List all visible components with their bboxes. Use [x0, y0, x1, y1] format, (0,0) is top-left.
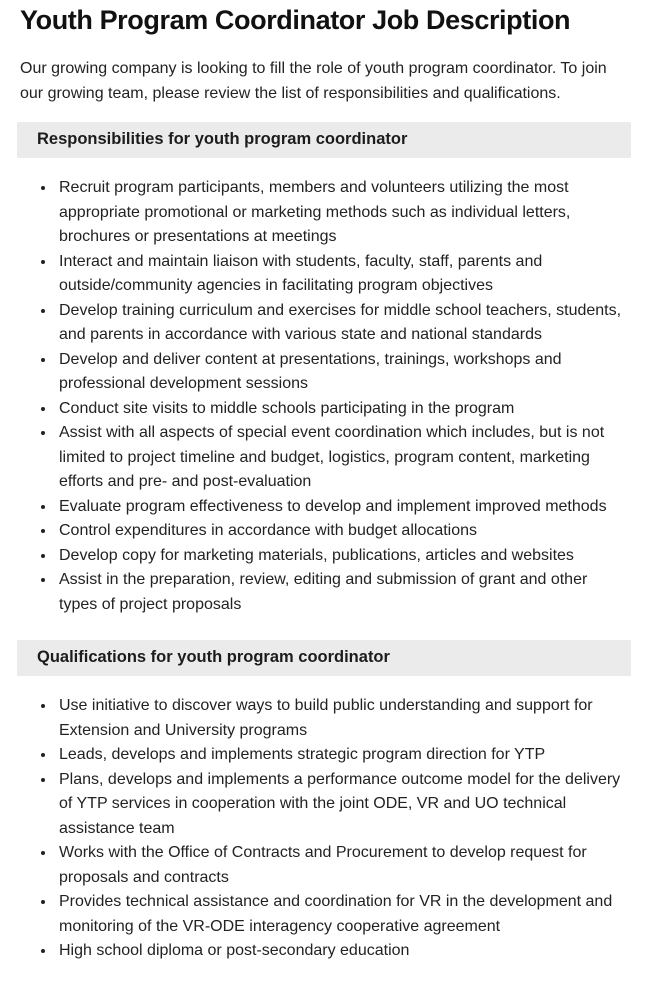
list-item: • Control expenditures in accordance with budget allocations — [56, 519, 628, 544]
page-title: Youth Program Coordinator Job Description — [20, 5, 571, 35]
list-item: • Provides technical assistance and coordination for VR in the development and monitoring of the VR-ODE interagency cooperative agreement — [56, 890, 628, 939]
list-item: • Develop copy for marketing materials, publications, articles and websites — [56, 544, 628, 569]
list-item: • Develop training curriculum and exercises for middle school teachers, students, and parents in accordance with various state and national standards — [56, 299, 628, 348]
list-item: • Leads, develops and implements strategic program direction for YTP — [56, 743, 628, 768]
list-item: • Evaluate program effectiveness to develop and implement improved methods — [56, 495, 628, 520]
list-item: • Interact and maintain liaison with students, faculty, staff, parents and outside/community agencies in facilitating program objectives — [56, 250, 628, 299]
list-item: • Conduct site visits to middle schools participating in the program — [56, 397, 628, 422]
qualifications-heading: Qualifications for youth program coordinator — [37, 648, 390, 667]
list-item: • High school diploma or post-secondary education — [56, 939, 628, 964]
list-item: • Works with the Office of Contracts and Procurement to develop request for proposals and contracts — [56, 841, 628, 890]
list-item: • Assist with all aspects of special event coordination which includes, but is not limited to project timeline and budget, logistics, program content, marketing efforts and pre- and post-evaluation — [56, 421, 628, 495]
list-item: • Develop and deliver content at presentations, trainings, workshops and professional development sessions — [56, 348, 628, 397]
intro-paragraph: Our growing company is looking to fill the role of youth program coordinator. To join our growing team, please review the list of responsibilities and qualifications. — [20, 60, 607, 102]
list-item: • Recruit program participants, members and volunteers utilizing the most appropriate promotional or marketing methods such as individual letters, brochures or presentations at meetings — [56, 176, 628, 250]
list-item: • Plans, develops and implements a performance outcome model for the delivery of YTP services in cooperation with the joint ODE, VR and UO technical assistance team — [56, 768, 628, 842]
qualifications-list — [20, 694, 628, 964]
responsibilities-section-header — [17, 122, 631, 158]
responsibilities-heading: Responsibilities for youth program coordinator — [37, 130, 408, 149]
qualifications-section-header — [17, 640, 631, 676]
list-item: • Assist in the preparation, review, editing and submission of grant and other types of project proposals — [56, 568, 628, 617]
list-item: • Use initiative to discover ways to build public understanding and support for Extension and University programs — [56, 694, 628, 743]
responsibilities-list — [20, 176, 628, 617]
